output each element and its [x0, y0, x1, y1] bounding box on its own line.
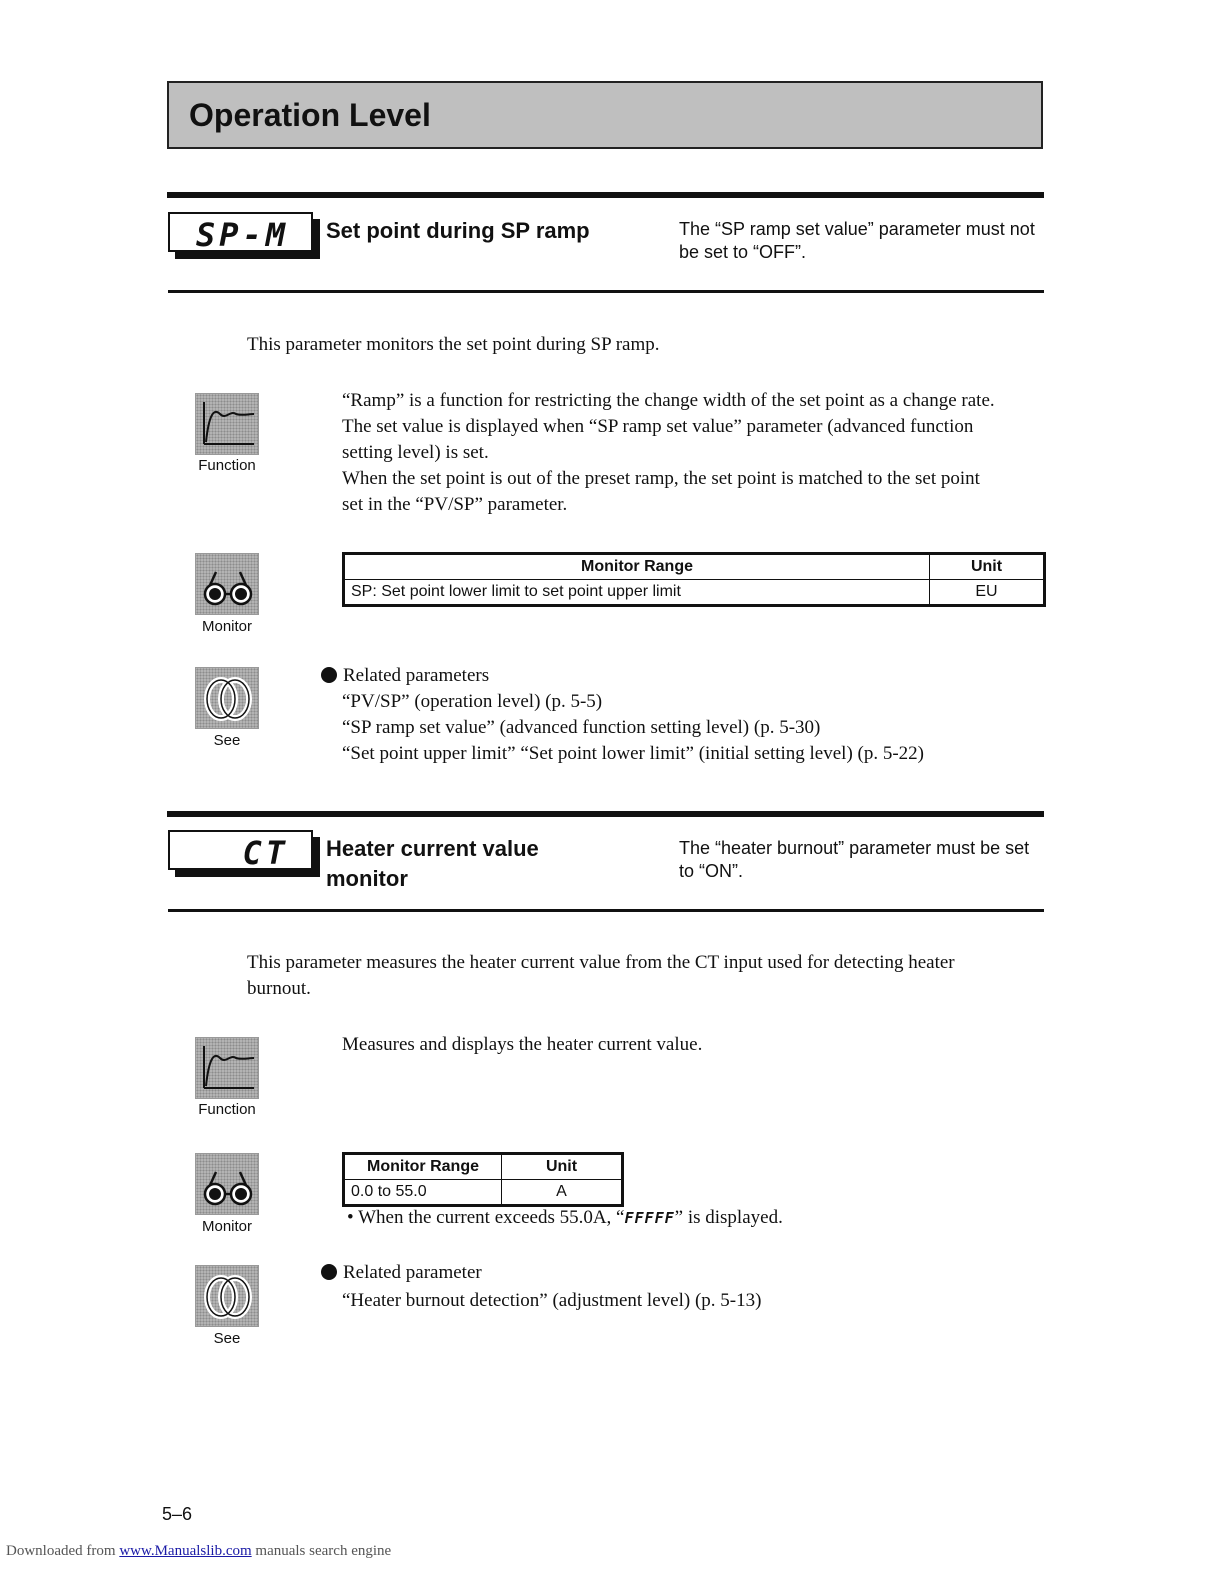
section-bottom-rule [168, 290, 1044, 293]
related-item: “Set point upper limit” “Set point lower limit” (initial setting level) (p. 5-22) [342, 743, 925, 764]
related-heading [321, 663, 924, 689]
glasses-icon [195, 553, 259, 615]
manualslib-link[interactable]: www.Manualslib.com [119, 1543, 252, 1559]
page-title: Operation Level [189, 97, 431, 133]
monitor-range-table-wrap [342, 552, 1046, 607]
related-heading-text: Related parameters [343, 665, 490, 686]
intro-line: This parameter measures the heater current value from the CT input used for detecting heater [247, 952, 955, 973]
overflow-note-prefix: When the current exceeds 55.0A, “ [358, 1207, 625, 1228]
glasses-icon [195, 1153, 259, 1215]
see-label: See [213, 732, 241, 749]
overflow-note [347, 1205, 783, 1231]
parameter-title [326, 834, 539, 894]
display-code-box [168, 830, 313, 870]
column-header: Monitor Range [344, 1154, 502, 1180]
function-label: Function [198, 457, 256, 474]
table-row [344, 580, 1045, 606]
parameter-intro: This parameter monitors the set point during SP ramp. [247, 334, 660, 355]
column-header: Unit [502, 1154, 623, 1180]
parameter-note: The “SP ramp set value” parameter must not be set to “OFF”. [679, 219, 1035, 262]
parameter-intro [247, 950, 1047, 1002]
download-footer [6, 1543, 391, 1560]
function-icon [195, 1037, 259, 1099]
function-description: Measures and displays the heater current value. [342, 1034, 703, 1055]
related-heading-text: Related parameter [343, 1262, 482, 1283]
download-prefix: Downloaded from [6, 1543, 120, 1559]
parameter-title-line: monitor [326, 866, 408, 891]
function-line: set in the “PV/SP” parameter. [342, 494, 568, 515]
overflow-note-suffix: ” is displayed. [674, 1207, 783, 1228]
section-top-rule [167, 192, 1044, 198]
intro-line: burnout. [247, 978, 311, 999]
function-label: Function [198, 1101, 256, 1118]
display-code: CT [242, 834, 289, 872]
related-item: “PV/SP” (operation level) (p. 5-5) [342, 691, 603, 712]
bullet-icon [321, 1264, 337, 1280]
table-row [344, 1180, 623, 1206]
function-line: “Ramp” is a function for restricting the change width of the set point as a change rate. [342, 390, 995, 411]
table-header-row [344, 554, 1045, 580]
rings-icon [195, 667, 259, 729]
function-description [342, 388, 1044, 518]
related-parameters [321, 663, 924, 767]
page-number: 5–6 [162, 1504, 193, 1524]
table-header-row [344, 1154, 623, 1180]
rings-icon [195, 1265, 259, 1327]
section-bottom-rule [168, 909, 1044, 912]
function-line: setting level) is set. [342, 442, 489, 463]
function-line: The set value is displayed when “SP ramp set value” parameter (advanced function [342, 416, 974, 437]
monitor-label: Monitor [201, 1218, 253, 1235]
related-heading [321, 1260, 761, 1286]
function-icon [195, 393, 259, 455]
related-parameters [321, 1260, 761, 1314]
see-label: See [213, 1330, 241, 1347]
monitor-range-table [342, 552, 1046, 607]
display-code: SP-M [195, 216, 289, 254]
monitor-range-table-wrap [342, 1152, 624, 1207]
parameter-title: Set point during SP ramp [326, 218, 590, 243]
level-banner [167, 81, 1043, 149]
table-cell: SP: Set point lower limit to set point upper limit [344, 580, 930, 606]
bullet-icon: • [347, 1207, 354, 1228]
parameter-title-line: Heater current value [326, 836, 539, 861]
bullet-icon [321, 667, 337, 683]
column-header: Unit [930, 554, 1045, 580]
monitor-range-table [342, 1152, 624, 1207]
column-header: Monitor Range [344, 554, 930, 580]
monitor-label: Monitor [201, 618, 253, 635]
download-suffix: manuals search engine [251, 1543, 392, 1559]
related-item: “Heater burnout detection” (adjustment level) (p. 5-13) [342, 1290, 762, 1311]
related-item: “SP ramp set value” (advanced function setting level) (p. 5-30) [342, 717, 821, 738]
table-cell: EU [930, 580, 1045, 606]
table-cell: 0.0 to 55.0 [344, 1180, 502, 1206]
display-code-box [168, 212, 313, 252]
section-top-rule [167, 811, 1044, 817]
parameter-note: The “heater burnout” parameter must be set to “ON”. [679, 838, 1030, 881]
function-line: When the set point is out of the preset ramp, the set point is matched to the set point [342, 468, 980, 489]
table-cell: A [502, 1180, 623, 1206]
overflow-code: FFFFF [624, 1209, 675, 1227]
